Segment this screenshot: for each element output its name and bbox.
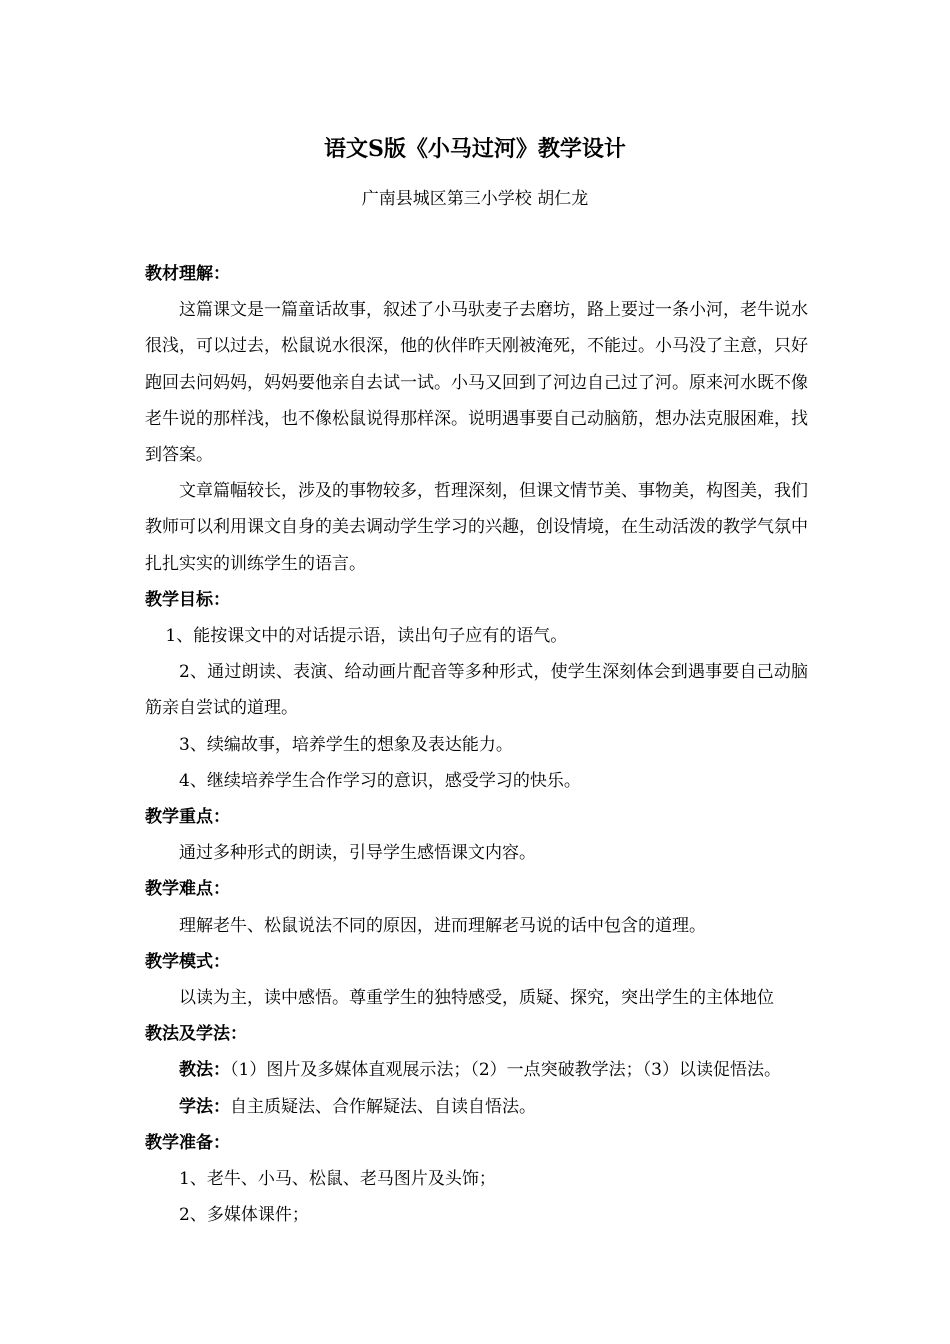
section-heading-difficulty: 教学难点： bbox=[145, 879, 230, 900]
document-title: 语文S版《小马过河》教学设计 bbox=[324, 136, 626, 162]
goal-item-3: 3、续编故事，培养学生的想象及表达能力。 bbox=[179, 734, 513, 755]
section-heading-prep: 教学准备： bbox=[145, 1132, 230, 1153]
teaching-method-label: 教法： bbox=[179, 1060, 230, 1081]
focus-text: 通过多种形式的朗读，引导学生感悟课文内容。 bbox=[179, 843, 536, 864]
goal-item-4: 4、继续培养学生合作学习的意识，感受学习的快乐。 bbox=[179, 770, 581, 791]
author-line: 广南县城区第三小学校 胡仁龙 bbox=[361, 189, 589, 209]
teaching-method-text: （1）图片及多媒体直观展示法；（2）一点突破教学法；（3）以读促悟法。 bbox=[230, 1060, 781, 1081]
material-paragraph-2: 文章篇幅较长，涉及的事物较多，哲理深刻，但课文情节美、事物美，构图美，我们教师可以利用课文自身的美去调动学生学习的兴趣，创设情境，在生动活泼的教学气氛中扎扎实实的训练学生的语言。 bbox=[145, 481, 808, 574]
difficulty-text: 理解老牛、松鼠说法不同的原因，进而理解老马说的话中包含的道理。 bbox=[179, 915, 706, 936]
document-body bbox=[145, 256, 808, 1233]
prep-item-2: 2、多媒体课件； bbox=[179, 1205, 309, 1226]
section-heading-focus: 教学重点： bbox=[145, 807, 230, 828]
learning-method-text: 自主质疑法、合作解疑法、自读自悟法。 bbox=[230, 1096, 536, 1117]
section-heading-methods: 教法及学法： bbox=[145, 1024, 247, 1045]
section-heading-goals: 教学目标： bbox=[145, 589, 230, 610]
section-heading-material: 教材理解： bbox=[145, 264, 230, 284]
goal-item-1: 1、能按课文中的对话提示语，读出句子应有的语气。 bbox=[165, 626, 568, 647]
prep-item-1: 1、老牛、小马、松鼠、老马图片及头饰； bbox=[179, 1169, 496, 1190]
learning-method-label: 学法： bbox=[179, 1096, 230, 1117]
teaching-method-line bbox=[145, 1052, 808, 1088]
section-heading-mode: 教学模式： bbox=[145, 951, 230, 972]
learning-method-line bbox=[145, 1089, 808, 1125]
mode-text: 以读为主，读中感悟。尊重学生的独特感受，质疑、探究，突出学生的主体地位 bbox=[179, 988, 774, 1009]
material-paragraph-1: 这篇课文是一篇童话故事，叙述了小马驮麦子去磨坊，路上要过一条小河，老牛说水很浅，可以过去，松鼠说水很深，他的伙伴昨天刚被淹死，不能过。小马没了主意，只好跑回去问妈妈，妈妈要他亲自去试一试。小马又回到了河边自己过了河。原来河水既不像老牛说的那样浅，也不像松鼠说得那样深。说明遇事要自己动脑筋，想办法克服困难，找到答案。 bbox=[145, 300, 808, 466]
goal-item-2: 2、通过朗读、表演、给动画片配音等多种形式，使学生深刻体会到遇事要自己动脑筋亲自尝试的道理。 bbox=[145, 662, 808, 719]
